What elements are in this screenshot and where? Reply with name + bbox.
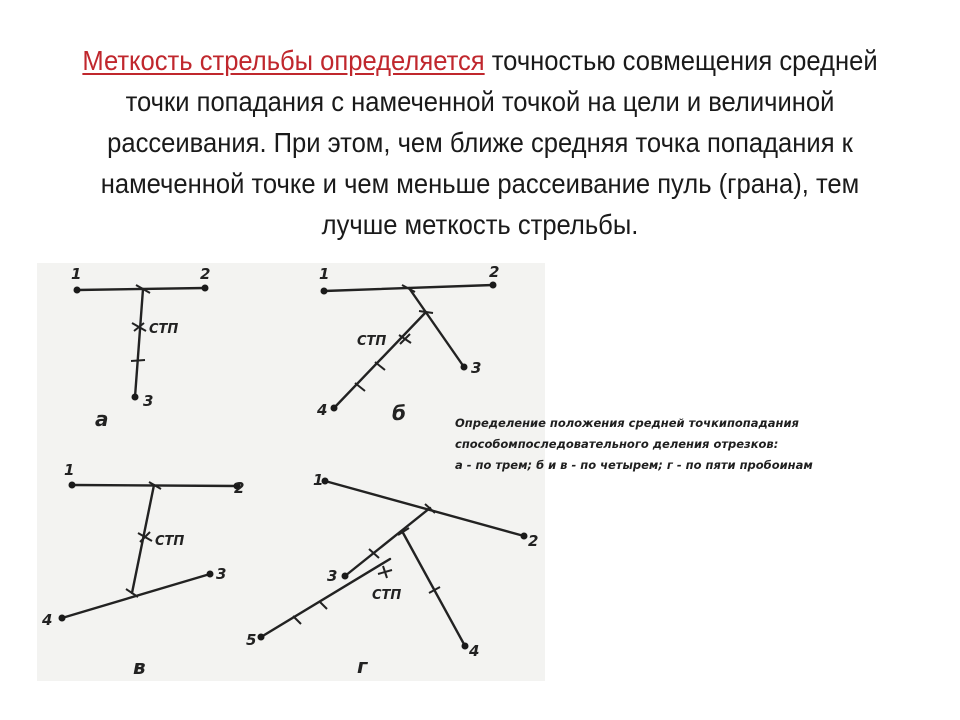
segment-mid-4 — [402, 531, 465, 646]
point-label: 2 — [234, 479, 245, 497]
tick — [319, 601, 327, 609]
hit-point — [69, 482, 76, 489]
point-label: 1 — [313, 471, 324, 489]
panel-label: а — [95, 407, 109, 431]
panel-label: в — [133, 655, 146, 679]
point-label: 2 — [200, 265, 211, 283]
panel-a — [71, 265, 210, 431]
segment-1-2 — [325, 481, 524, 536]
panel-v — [41, 461, 244, 679]
hit-point — [202, 285, 209, 292]
caption-line: а - по трем; б и в - по четырем; г - по пяти пробоинам — [455, 458, 813, 472]
point-label: 4 — [42, 611, 53, 629]
caption-line: Определение положения средней точкипопадания — [455, 416, 799, 430]
paragraph-rest: точностью совмещения средней точки попадания с намеченной точкой на цели и величиной рассеивания. При этом, чем ближе средняя точка попадания к намеченной точке и чем меньше рассеивание пуль (грана), тем лучше меткость стрельбы. — [100, 45, 878, 240]
panel-b — [316, 263, 499, 425]
point-label: 4 — [469, 642, 480, 660]
segment-mid-4 — [334, 312, 426, 408]
panel-label: б — [392, 401, 406, 425]
caption-line: способомпоследовательного деления отрезков: — [455, 437, 779, 451]
point-label: 1 — [319, 265, 330, 283]
hit-point — [74, 287, 81, 294]
hit-point — [331, 405, 338, 412]
stp-label: СТП — [155, 534, 185, 549]
segment-mid-3 — [409, 288, 464, 367]
point-label: 2 — [528, 532, 539, 550]
point-label: 3 — [216, 565, 227, 583]
hit-point — [132, 394, 139, 401]
highlighted-phrase: Меткость стрельбы определяется — [82, 45, 485, 76]
tick — [355, 383, 365, 391]
main-paragraph — [71, 40, 889, 245]
stp-label: СТП — [357, 334, 387, 349]
stp-label: СТП — [372, 588, 402, 603]
point-label: 2 — [489, 263, 500, 281]
tick — [131, 360, 145, 361]
hit-point — [462, 643, 469, 650]
segment-mid-3 — [345, 508, 430, 576]
stp-label: СТП — [149, 322, 179, 337]
hit-point — [342, 573, 349, 580]
hit-point — [207, 571, 214, 578]
point-label: 1 — [71, 265, 82, 283]
hit-point — [59, 615, 66, 622]
point-label: 1 — [64, 461, 75, 479]
segment-stp-5 — [261, 559, 390, 637]
point-label: 3 — [471, 359, 482, 377]
point-label: 3 — [327, 567, 338, 585]
panel-g — [246, 471, 538, 678]
hit-point — [258, 634, 265, 641]
panel-label: г — [357, 654, 368, 678]
point-label: 5 — [246, 631, 257, 649]
hit-point — [521, 533, 528, 540]
hit-point — [321, 288, 328, 295]
tick — [419, 311, 433, 313]
tick — [375, 362, 385, 370]
figure-caption — [455, 413, 935, 476]
tick — [293, 616, 301, 624]
point-label: 3 — [143, 392, 154, 410]
point-label: 4 — [317, 401, 328, 419]
segment-mid-3 — [135, 289, 143, 397]
hit-point — [461, 364, 468, 371]
hit-point — [490, 282, 497, 289]
